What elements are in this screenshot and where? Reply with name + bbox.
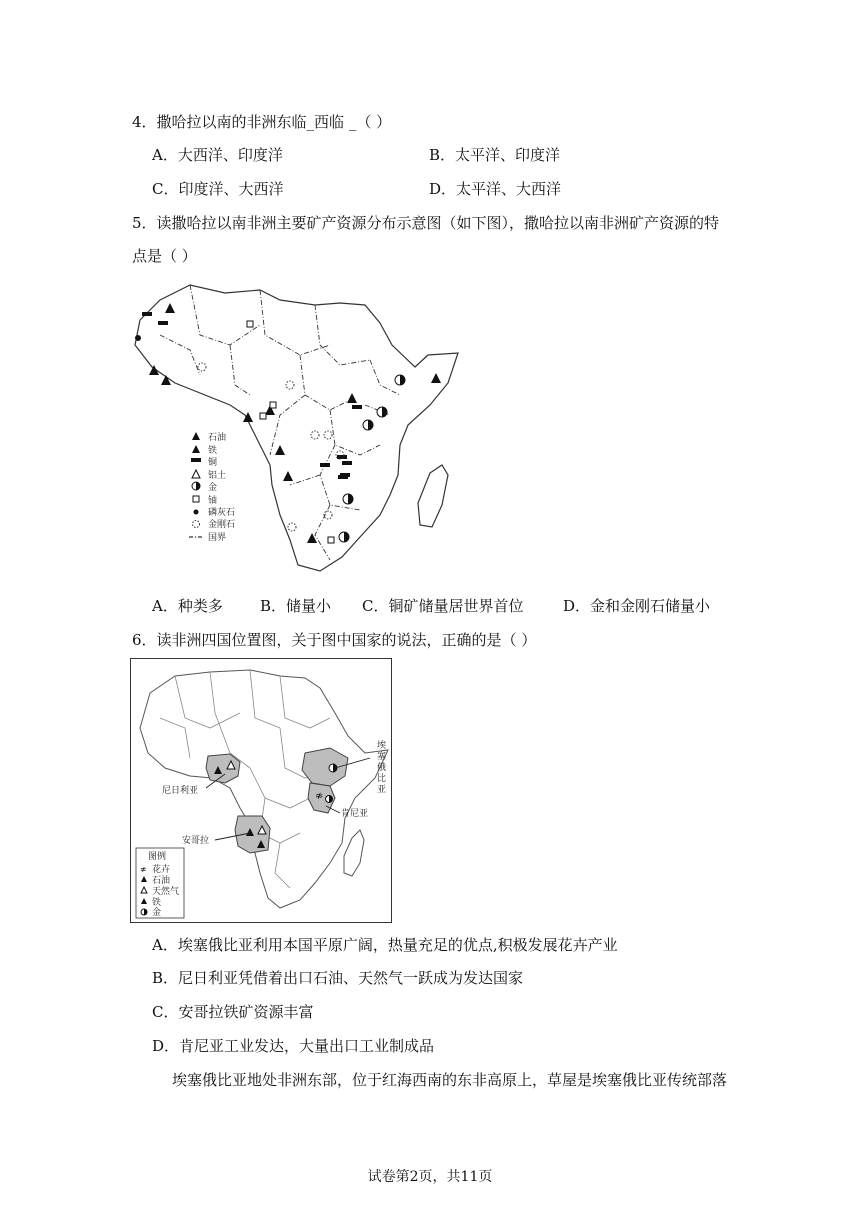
map-legend [136, 848, 184, 918]
legend-gold: 金 [208, 483, 218, 493]
legend-iron: 铁 [208, 446, 218, 456]
mineral-markers [135, 303, 441, 543]
q6-stem: 6．读非洲四国位置图，关于图中国家的说法，正确的是（ ） [132, 631, 537, 649]
legend-bauxite-icon [192, 470, 200, 478]
legend-gas: 天然气 [152, 887, 180, 897]
q4-option-c: C．印度洋、大西洋 [152, 180, 284, 198]
legend-bauxite: 铝土 [208, 471, 227, 481]
q6-option-d: D．肯尼亚工业发达，大量出口工业制成品 [152, 1037, 435, 1055]
legend-copper: 铜 [208, 458, 218, 468]
q5-option-a: A．种类多 [152, 597, 223, 615]
diamond-icon [311, 431, 319, 439]
page-footer: 试卷第2页，共11页 [367, 1169, 493, 1185]
legend-title: 图例 [148, 852, 167, 862]
iron-icon [283, 471, 293, 481]
iron-icon [243, 412, 253, 422]
iron-icon [431, 373, 441, 383]
diamond-icon [286, 381, 294, 389]
q4-stem: 4．撒哈拉以南的非洲东临_西临 _（ ） [132, 113, 392, 131]
legend-gold: 金 [152, 908, 162, 918]
q5-option-b: B．储量小 [260, 597, 332, 615]
legend-border: 国界 [208, 533, 227, 543]
legend-iron-icon [192, 445, 200, 453]
label-ethiopia-vertical [377, 739, 387, 795]
uranium-icon [270, 402, 276, 408]
legend-iron: 铁 [152, 898, 162, 908]
madagascar-outline [418, 465, 448, 527]
mineral-legend [189, 431, 235, 543]
legend-diamond: 金刚石 [208, 520, 236, 530]
legend-copper-icon [191, 458, 201, 462]
mineral-map [130, 275, 460, 575]
legend-oil: 石油 [152, 876, 171, 886]
flower-icon: ≉ [315, 791, 324, 802]
phosphate-icon [135, 335, 141, 341]
q5-stem-line1: 5．读撒哈拉以南非洲主要矿产资源分布示意图（如下图），撒哈拉以南非洲矿产资源的特 [132, 214, 720, 232]
q4-option-d: D．太平洋、大西洋 [429, 180, 562, 198]
label-ethiopia-c2: 塞 [377, 752, 387, 762]
copper-icon [342, 461, 352, 465]
copper-icon [142, 312, 152, 316]
gold-icon [395, 375, 405, 385]
label-ethiopia-c3: 俄 [377, 763, 387, 773]
copper-icon [340, 473, 350, 477]
iron-icon [161, 375, 171, 385]
label-ethiopia-c1: 埃 [377, 741, 387, 751]
q6-option-c: C．安哥拉铁矿资源丰富 [152, 1003, 314, 1021]
africa-outline [135, 285, 458, 571]
four-countries-map [130, 658, 392, 923]
oil-icon [347, 393, 357, 403]
label-ethiopia-c5: 亚 [377, 785, 387, 795]
legend-oil-icon [192, 432, 200, 440]
q6-option-b: B．尼日利亚凭借着出口石油、天然气一跃成为发达国家 [152, 969, 524, 987]
diamond-icon [198, 363, 206, 371]
passage-text: 埃塞俄比亚地处非洲东部，位于红海西南的东非高原上，草屋是埃塞俄比亚传统部落 [172, 1071, 728, 1089]
q5-stem-line2: 点是（ ） [132, 247, 197, 265]
gold-icon [339, 532, 349, 542]
gold-icon [343, 494, 353, 504]
legend-flower-icon: ≉ [140, 865, 147, 874]
diamond-icon [288, 523, 296, 531]
q5-option-d: D．金和金刚石储量小 [563, 597, 711, 615]
legend-phosphate-icon [194, 510, 199, 515]
q6-option-a: A．埃塞俄比亚利用本国平原广阔，热量充足的优点,积极发展花卉产业 [152, 936, 618, 954]
q4-option-a: A．大西洋、印度洋 [152, 146, 283, 164]
uranium-icon [247, 321, 253, 327]
copper-icon [352, 405, 362, 409]
diamond-markers [198, 363, 344, 531]
label-ethiopia-c4: 比 [377, 774, 387, 784]
oil-icon [275, 445, 285, 455]
copper-icon [320, 463, 330, 467]
legend-uranium-icon [193, 496, 199, 502]
legend-phosphate: 磷灰石 [208, 508, 236, 518]
uranium-icon [328, 537, 334, 543]
q5-option-c: C．铜矿储量居世界首位 [362, 597, 524, 615]
gold-icon [363, 420, 373, 430]
iron-icon [165, 303, 175, 313]
legend-flower: 花卉 [152, 865, 171, 875]
legend-diamond-icon [193, 521, 200, 528]
gold-icon [377, 407, 387, 417]
label-nigeria: 尼日利亚 [162, 786, 199, 796]
legend-oil: 石油 [208, 433, 227, 443]
gold-icon [326, 796, 333, 803]
label-angola: 安哥拉 [182, 836, 210, 846]
label-kenya: 肯尼亚 [341, 809, 369, 819]
copper-icon [158, 321, 168, 325]
uranium-icon [260, 413, 266, 419]
diamond-icon [324, 431, 332, 439]
iron-icon [149, 365, 159, 375]
legend-uranium: 铀 [208, 496, 218, 506]
q4-option-b: B．太平洋、印度洋 [429, 146, 561, 164]
